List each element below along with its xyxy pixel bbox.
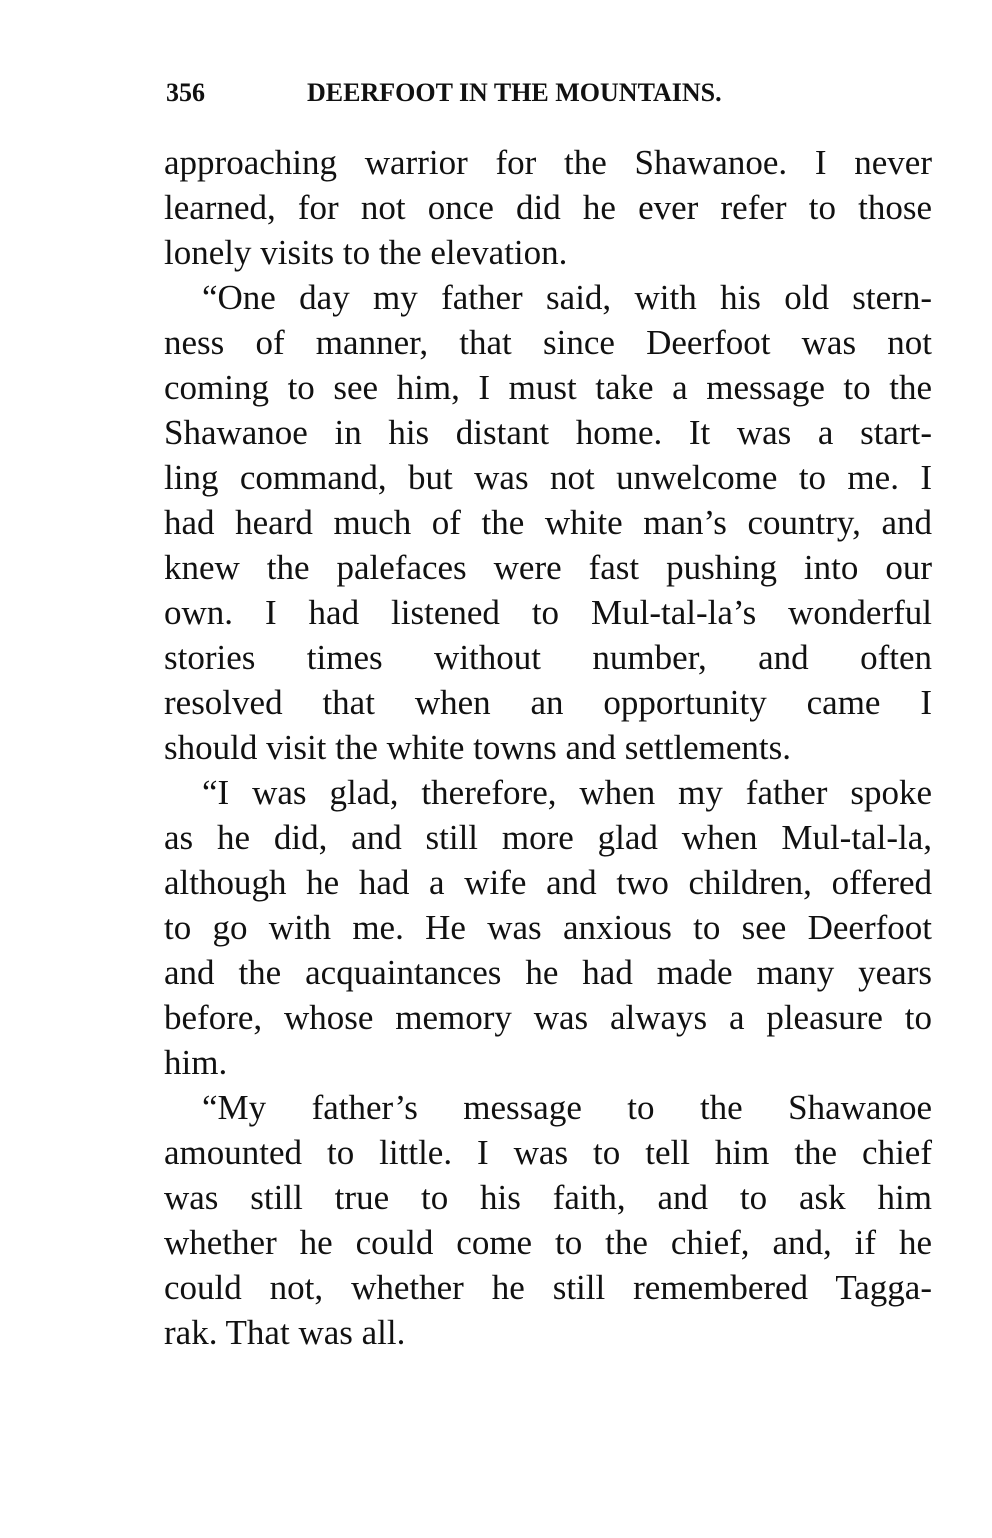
- text-line: and the acquaintances he had made many years: [164, 953, 932, 992]
- text-line: approaching warrior for the Shawanoe. I never: [164, 143, 932, 182]
- text-line: amounted to little. I was to tell him the chief: [164, 1133, 932, 1172]
- text-line: to go with me. He was anxious to see Deerfoot: [164, 908, 932, 947]
- paragraph-first-line: “I was glad, therefore, when my father spoke: [202, 773, 932, 812]
- text-line: whether he could come to the chief, and, if he: [164, 1223, 932, 1262]
- text-line: ness of manner, that since Deerfoot was not: [164, 323, 932, 362]
- text-line: Shawanoe in his distant home. It was a start-: [164, 413, 932, 452]
- text-line: own. I had listened to Mul-tal-la’s wonderful: [164, 593, 932, 632]
- text-line: as he did, and still more glad when Mul-tal-la,: [164, 818, 932, 857]
- text-line: lonely visits to the elevation.: [164, 233, 568, 272]
- text-line: although he had a wife and two children, offered: [164, 863, 932, 902]
- text-line: rak. That was all.: [164, 1313, 406, 1352]
- paragraph-first-line: “My father’s message to the Shawanoe: [202, 1088, 932, 1127]
- text-line: ling command, but was not unwelcome to me. I: [164, 458, 932, 497]
- page-number: 356: [166, 78, 205, 107]
- text-line: stories times without number, and often: [164, 638, 932, 677]
- text-line: coming to see him, I must take a message to the: [164, 368, 932, 407]
- text-line: should visit the white towns and settlements.: [164, 728, 792, 767]
- body-text: [164, 140, 932, 1355]
- running-head: [166, 78, 936, 108]
- text-line: him.: [164, 1043, 228, 1082]
- running-title: DEERFOOT IN THE MOUNTAINS.: [307, 78, 722, 107]
- text-line: knew the palefaces were fast pushing into our: [164, 548, 932, 587]
- text-line: before, whose memory was always a pleasure to: [164, 998, 932, 1037]
- text-line: had heard much of the white man’s country, and: [164, 503, 932, 542]
- text-line: learned, for not once did he ever refer to those: [164, 188, 932, 227]
- text-line: could not, whether he still remembered Tagga-: [164, 1268, 932, 1307]
- text-line: resolved that when an opportunity came I: [164, 683, 932, 722]
- paragraph-first-line: “One day my father said, with his old stern-: [202, 278, 932, 317]
- text-line: was still true to his faith, and to ask him: [164, 1178, 932, 1217]
